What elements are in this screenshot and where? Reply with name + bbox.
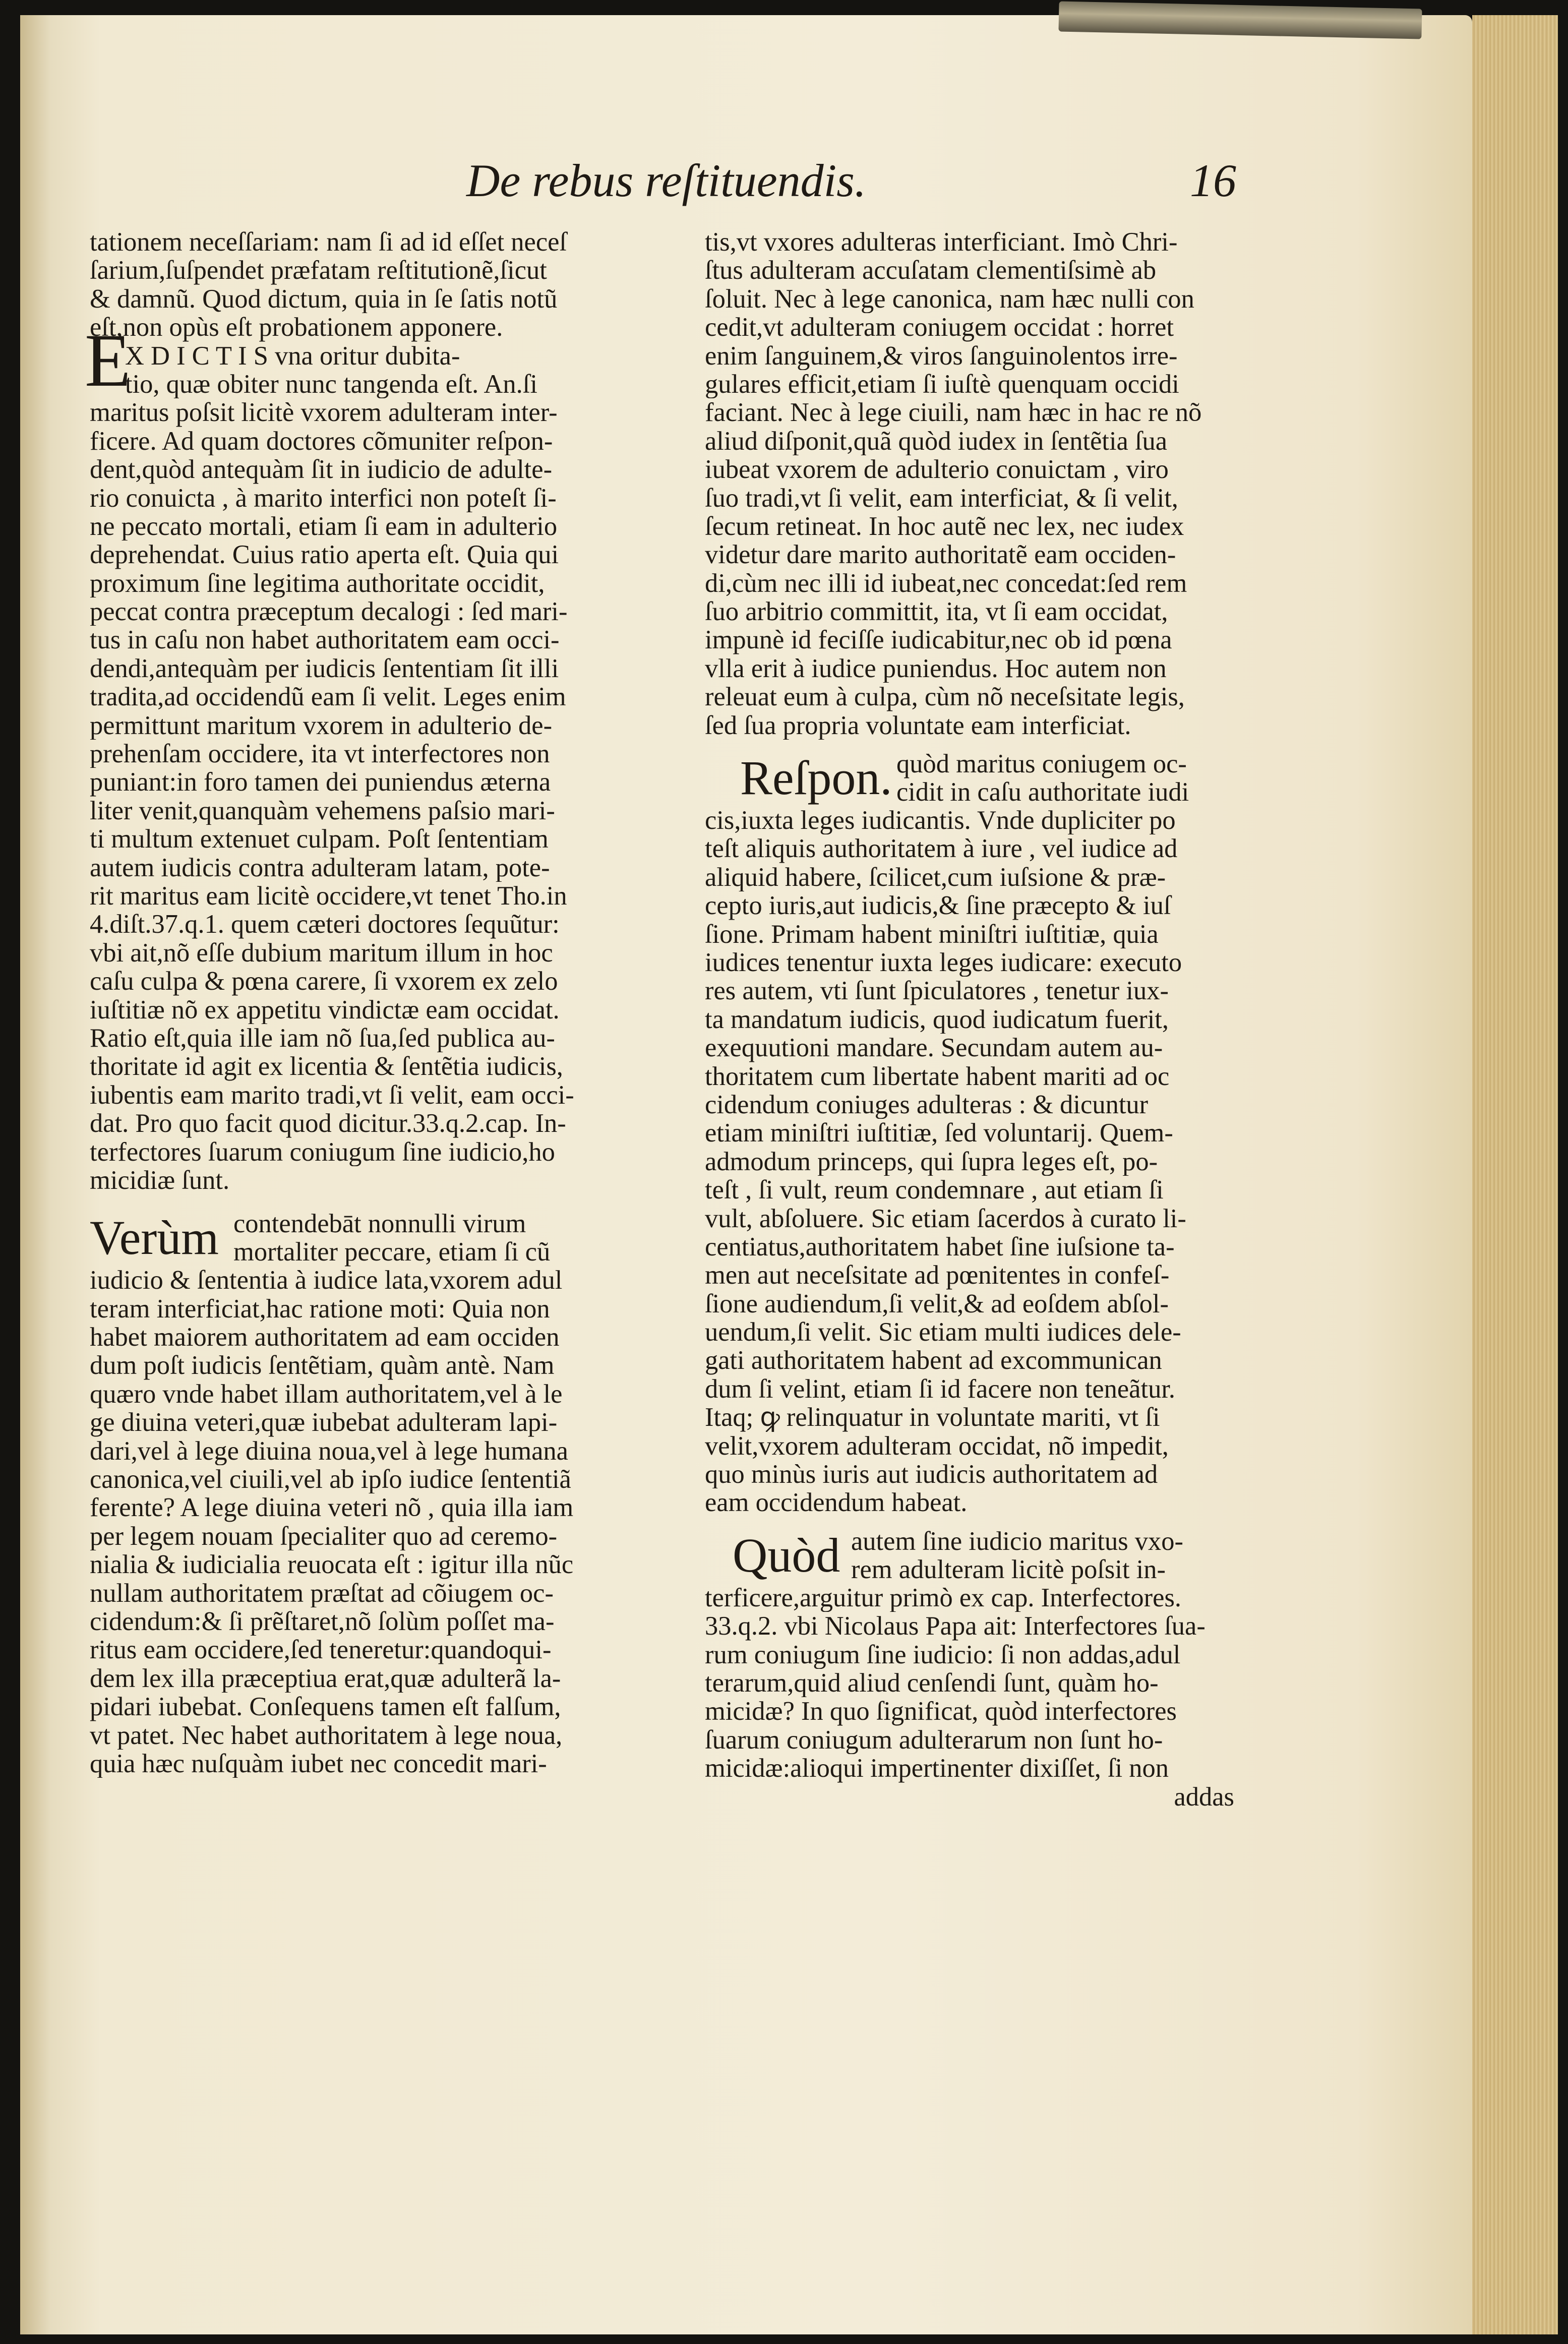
- text-line: 4.diſt.37.q.1. quem cæteri doctores ſequũtur:: [90, 910, 560, 939]
- text-line: ritus eam occidere,ſed teneretur:quandoqui-: [90, 1636, 552, 1664]
- text-line: habet maiorem authoritatem ad eam occiden: [90, 1323, 560, 1352]
- left-column: [85, 228, 675, 1778]
- text-line: dem lex illa præceptiua erat,quæ adulterã la-: [90, 1664, 561, 1693]
- text-line: eſt,non opùs eſt probationem apponere.: [90, 313, 503, 342]
- text-line: canonica,vel ciuili,vel ab ipſo iudice ſententiã: [90, 1465, 571, 1494]
- text-line: thoritatem cum libertate habent mariti ad oc: [705, 1062, 1170, 1091]
- text-line: etiam miniſtri iuſtitiæ, ſed voluntarij. Quem-: [705, 1119, 1173, 1148]
- text-line: iubentis eam marito tradi,vt ſi velit, eam occi-: [90, 1080, 574, 1110]
- text-line: caſu culpa & pœna carere, ſi vxorem ex zelo: [90, 967, 558, 996]
- text-line: liter venit,quanquàm vehemens paſsio mari-: [90, 796, 555, 825]
- text-line: gati authoritatem habent ad excommunican: [705, 1346, 1162, 1375]
- text-line: centiatus,authoritatem habet ſine iuſsione ta-: [705, 1232, 1175, 1261]
- text-line: Ratio eſt,quia ille iam nõ ſua,ſed publica au-: [90, 1024, 555, 1053]
- text-line: men aut neceſsitate ad pœnitentes in confeſ-: [705, 1261, 1170, 1290]
- text-line: autem iudicis contra adulteram latam, pote-: [90, 853, 550, 882]
- catchword: addas: [1174, 1782, 1234, 1811]
- initial-word-verum: Verùm: [90, 1211, 219, 1265]
- text-line: nialia & iudicialia reuocata eſt : igitur illa nũc: [90, 1550, 574, 1579]
- text-line: iubeat vxorem de adulterio conuictam , viro: [705, 455, 1169, 484]
- text-line: iudicio & ſententia à iudice lata,vxorem adul: [90, 1266, 563, 1295]
- text-line: admodum princeps, qui ſupra leges eſt, po-: [705, 1147, 1158, 1176]
- text-line-content: rem adulteram licitè poſsit in-: [851, 1554, 1166, 1584]
- text-line: gulares efficit,etiam ſi iuſtè quenquam occidi: [705, 370, 1179, 399]
- text-line: micidæ:alioqui impertinenter dixiſſet, ſi non: [705, 1754, 1169, 1783]
- text-line: micidiæ ſunt.: [90, 1166, 230, 1195]
- text-line: uendum,ſi velit. Sic etiam multi iudices dele-: [705, 1318, 1181, 1347]
- text-line: ſtus adulteram accuſatam clementiſsimè ab: [705, 256, 1157, 285]
- text-line: res autem, vti ſunt ſpiculatores , tenetur iux-: [705, 977, 1169, 1005]
- text-line: ſarium,ſuſpendet præfatam reſtitutionẽ,ſicut: [90, 256, 547, 285]
- initial-word-quod: Quòd: [733, 1528, 840, 1582]
- text-line: aliud diſponit,quã quòd iudex in ſentẽtia ſua: [705, 427, 1168, 456]
- text-line: micidæ? In quo ſignificat, quòd interfectores: [705, 1697, 1177, 1726]
- text-line: dari,vel à lege diuina noua,vel à lege humana: [90, 1436, 568, 1466]
- text-line: prehenſam occidere, ita vt interfectores non: [90, 740, 550, 768]
- text-line: quia hæc nuſquàm iubet nec concedit mari-: [90, 1749, 547, 1778]
- text-line: dat. Pro quo facit quod dicitur.33.q.2.cap. In-: [90, 1109, 566, 1138]
- text-line: cepto iuris,aut iudicis,& ſine præcepto & iuſ: [705, 891, 1171, 920]
- text-line: faciant. Nec à lege ciuili, nam hæc in hac re nõ: [705, 398, 1202, 427]
- text-line: quæro vnde habet illam authoritatem,vel à le: [90, 1379, 563, 1409]
- text-line: ſecum retineat. In hoc autẽ nec lex, nec iudex: [705, 512, 1184, 541]
- drop-capital-e: E: [85, 318, 131, 402]
- text-line: 33.q.2. vbi Nicolaus Papa ait: Interfectores ſua-: [705, 1612, 1205, 1641]
- text-line: tis,vt vxores adulteras interficiant. Imò Chri-: [705, 228, 1178, 257]
- text-line: di,cùm nec illi id iubeat,nec concedat:ſed rem: [705, 569, 1187, 598]
- text-line: velit,vxorem adulteram occidat, nõ impedit,: [705, 1431, 1169, 1461]
- text-line: terfectores ſuarum coniugum ſine iudicio,ho: [90, 1137, 555, 1166]
- text-line: ferente? A lege diuina veteri nõ , quia illa iam: [90, 1493, 574, 1522]
- text-line: deprehendat. Cuius ratio aperta eſt. Quia qui: [90, 540, 559, 569]
- text-line: tationem neceſſariam: nam ſi ad id eſſet neceſ: [90, 228, 567, 257]
- text-line: ſed ſua propria voluntate eam interficiat.: [705, 711, 1131, 740]
- text-line: videtur dare marito authoritatẽ eam occiden-: [705, 540, 1176, 569]
- text-line: rio conuicta , à marito interfici non poteſt ſi-: [90, 484, 557, 512]
- text-line: ta mandatum iudicis, quod iudicatum fuerit,: [705, 1005, 1169, 1034]
- text-line: [705, 750, 1234, 806]
- text-line: teſt , ſi vult, reum condemnare , aut etiam ſi: [705, 1176, 1164, 1205]
- text-line: iudices tenentur iuxta leges iudicare: executo: [705, 948, 1182, 977]
- text-line: nullam authoritatem præſtat ad cõiugem oc-: [90, 1579, 554, 1607]
- right-column: [705, 228, 1234, 1811]
- text-line: puniant:in foro tamen dei puniendus æterna: [90, 768, 551, 797]
- text-line: teſt aliquis authoritatem à iure , vel iudice ad: [705, 834, 1178, 863]
- text-line: [90, 1210, 675, 1266]
- text-line: teram interficiat,hac ratione moti: Quia non: [90, 1294, 550, 1324]
- text-line: ſione. Primam habent miniſtri iuſtitiæ, quia: [705, 920, 1159, 948]
- text-line: ficere. Ad quam doctores cõmuniter reſpon-: [90, 427, 553, 456]
- text-line: ſuarum coniugum adulterarum non ſunt ho-: [705, 1725, 1163, 1755]
- text-line: eam occidendum habeat.: [705, 1488, 968, 1517]
- text-line: thoritate id agit ex licentia & ſentẽtia iudicis,: [90, 1052, 563, 1081]
- text-line: vlla erit à iudice puniendus. Hoc autem non: [705, 654, 1167, 683]
- text-line: ſoluit. Nec à lege canonica, nam hæc nulli con: [705, 284, 1194, 314]
- text-line: [705, 1527, 1234, 1584]
- text-line-content: contendebāt nonnulli virum: [233, 1209, 526, 1239]
- text-line: rum coniugum ſine iudicio: ſi non addas,adul: [705, 1640, 1181, 1669]
- text-line-content: mortaliter peccare, etiam ſi cũ: [233, 1237, 551, 1267]
- text-line: vt patet. Nec habet authoritatem à lege noua,: [90, 1721, 563, 1750]
- text-line: tradita,ad occidendũ eam ſi velit. Leges enim: [90, 683, 566, 711]
- page-number: 16: [1190, 155, 1236, 206]
- text-line: dendi,antequàm per iudicis ſententiam ſit illi: [90, 654, 559, 683]
- text-line: permittunt maritum vxorem in adulterio de-: [90, 711, 553, 740]
- text-line: terficere,arguitur primò ex cap. Interfectores.: [705, 1583, 1181, 1612]
- text-line: ti multum extenuet culpam. Poſt ſententiam: [90, 825, 549, 854]
- text-line: impunè id feciſſe iudicabitur,nec ob id pœna: [705, 626, 1172, 654]
- text-line: cis,iuxta leges iudicantis. Vnde dupliciter po: [705, 806, 1176, 835]
- text-line: dent,quòd antequàm ſit in iudicio de adulte-: [90, 455, 553, 484]
- text-line: cedit,vt adulteram coniugem occidat : horret: [705, 313, 1174, 342]
- page-fore-edge: [1472, 15, 1558, 2334]
- text-line: enim ſanguinem,& viros ſanguinolentos irre-: [705, 341, 1178, 370]
- text-line-content: autem ſine iudicio maritus vxo-: [851, 1526, 1184, 1556]
- text-line: dum poſt iudicis ſentẽtiam, quàm antè. Nam: [90, 1351, 555, 1380]
- text-line: tio, quæ obiter nunc tangenda eſt. An.ſi: [125, 370, 537, 399]
- text-line: pidari iubebat. Conſequens tamen eſt falſum,: [90, 1693, 561, 1721]
- text-line: & damnũ. Quod dictum, quia in ſe ſatis notũ: [90, 284, 558, 314]
- text-line: maritus poſsit licitè vxorem adulteram inter-: [90, 398, 558, 427]
- text-line: ſuo arbitrio committit, ita, vt ſi eam occidat,: [705, 597, 1168, 626]
- text-line-content: cidit in caſu authoritate iudi: [896, 777, 1189, 807]
- text-line: rit maritus eam licitè occidere,vt tenet Tho.in: [90, 881, 567, 911]
- text-line-content: quòd maritus coniugem oc-: [896, 749, 1187, 779]
- text-line: per legem nouam ſpecialiter quo ad ceremo-: [90, 1522, 558, 1551]
- text-line: aliquid habere, ſcilicet,cum iuſsione & præ-: [705, 863, 1166, 892]
- text-line: cidendum:& ſi prẽſtaret,nõ ſolùm poſſet ma-: [90, 1607, 555, 1636]
- running-head: De rebus reſtituendis.: [466, 155, 866, 206]
- text-line: terarum,quid aliud cenſendi ſunt, quàm ho-: [705, 1668, 1159, 1698]
- text-line: Itaq; ꝙ relinquatur in voluntate mariti, vt ſi: [705, 1403, 1160, 1432]
- text-line: ſione audiendum,ſi velit,& ad eoſdem abſol-: [705, 1289, 1169, 1318]
- text-line: vult, abſoluere. Sic etiam ſacerdos à curato li-: [705, 1204, 1186, 1233]
- text-line: quo minùs iuris aut iudicis authoritatem ad: [705, 1460, 1158, 1489]
- text-line: peccat contra præceptum decalogi : ſed mari-: [90, 597, 568, 626]
- text-line: ſuo tradi,vt ſi velit, eam interficiat, & ſi velit,: [705, 484, 1178, 512]
- text-line: tus in caſu non habet authoritatem eam occi-: [90, 626, 560, 654]
- text-line: cidendum coniuges adulteras : & dicuntur: [705, 1090, 1149, 1119]
- text-line: ne peccato mortali, etiam ſi eam in adulterio: [90, 512, 558, 541]
- text-line: iuſtitiæ nõ ex appetitu vindictæ eam occidat.: [90, 995, 560, 1024]
- text-line: exequutioni mandare. Secundam autem au-: [705, 1034, 1163, 1062]
- text-line: releuat eum à culpa, cùm nõ neceſsitate legis,: [705, 683, 1185, 711]
- text-line: proximum ſine legitima authoritate occidit,: [90, 569, 545, 598]
- text-line: ge diuina veteri,quæ iubebat adulteram lapi-: [90, 1408, 558, 1437]
- text-line-content: X D I C T I S vna oritur dubita-: [125, 341, 460, 371]
- initial-word-respon: Reſpon.: [740, 751, 892, 805]
- text-line: vbi ait,nõ eſſe dubium maritum illum in hoc: [90, 938, 553, 968]
- text-line: dum ſi velint, etiam ſi id facere non teneãtur.: [705, 1374, 1176, 1404]
